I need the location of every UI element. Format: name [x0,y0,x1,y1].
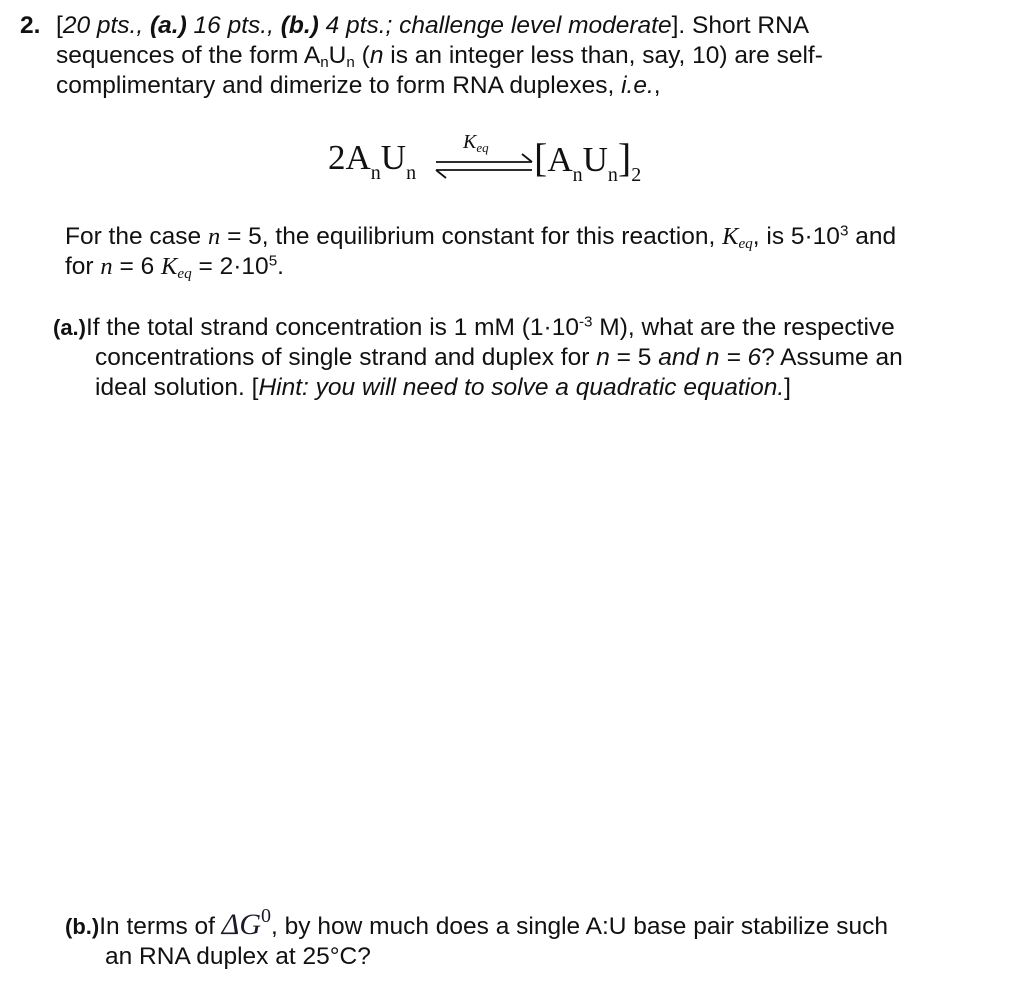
k-subscript: eq [476,140,489,155]
para-text-1c: , is 5·10 [752,223,840,250]
intro-comma: , [653,72,661,99]
lhs-coefficient: 2A [328,138,371,177]
rhs-open-bracket: [ [534,135,548,180]
part-a-text-3b: ] [784,374,791,401]
lhs-u: U [380,138,407,177]
part-a-text-2b: = 5 [616,344,652,371]
part-a-line-3 [53,373,973,403]
exponent-3: 3 [839,222,849,240]
part-a-text-3a: ideal solution. [ [95,374,259,401]
part-a-text-2a: concentrations of single strand and duplex for [95,344,590,371]
intro-text-2: sequences of the form A [56,42,321,69]
k-symbol: K [463,131,477,153]
part-a-question [53,313,973,403]
subscript-n: n [346,53,355,71]
points-open: [ [56,12,63,39]
exponent-5: 5 [268,252,278,270]
part-b-label: (b.) [65,914,100,939]
n-variable: n [596,344,610,371]
dimerization-equation [328,128,688,198]
equilibrium-constant-label [463,131,489,154]
k-symbol: K [161,253,178,280]
points-total: 20 pts., [62,12,144,39]
para-text-2b: = 6 [119,253,155,280]
para-text-1a: For the case [65,223,202,250]
part-b-line-2: an RNA duplex at 25°C? [105,943,371,970]
intro-paren: ( [361,42,370,69]
problem-statement [20,11,1010,101]
intro-ie: i.e. [621,72,654,99]
intro-text-1: Short RNA [692,12,810,39]
part-a-line-1 [53,313,973,343]
part-b-line-1 [65,905,985,942]
para-text-1d: and [855,223,897,250]
lhs-subscript-2: n [406,162,417,184]
part-b-text-1b: , by how much does a single A:U base pair stabilize such [271,913,888,940]
intro-text-3: complimentary and dimerize to form RNA duplexes, [56,72,615,99]
exponent-neg3: -3 [578,313,593,331]
delta-g-text: ΔG [221,908,262,941]
k-subscript: eq [738,234,753,252]
intro-text-2-rest: is an integer less than, say, 10) are self- [390,42,823,69]
problem-number: 2. [20,12,41,39]
part-b-points-label: (b.) [280,12,319,39]
rhs-subscript-3: 2 [631,164,642,186]
problem-line-3 [20,71,1010,101]
k-symbol: K [722,223,739,250]
problem-line-2 [20,41,1010,71]
rhs-subscript-1: n [572,164,583,186]
part-b-question [65,905,985,972]
part-a-label: (a.) [53,315,86,340]
part-a-text-1b: M), what are the respective [599,314,895,341]
challenge-level: challenge level moderate [399,12,672,39]
delta-g-superscript: 0 [261,905,272,927]
subscript-n: n [320,53,329,71]
equation-lhs [328,138,417,184]
part-a-and-n: and n [658,344,720,371]
para-text-1b: = 5, the equilibrium constant for this reaction, [227,223,716,250]
rhs-a: A [547,140,573,179]
n-variable: n [208,223,221,250]
para-text-2a: for [65,253,94,280]
rhs-subscript-2: n [607,164,618,186]
equation-rhs [534,135,642,186]
part-a-hint: Hint: you will need to solve a quadratic equation. [258,374,785,401]
intro-u: U [328,42,347,69]
k-subscript: eq [177,264,192,282]
points-close: ]. [671,12,686,39]
para-text-2c: = 2·10 [198,253,269,280]
part-a-text-1a: If the total strand concentration is 1 mM (1·10 [86,314,579,341]
para-text-2d: . [277,253,284,280]
part-b-text-1a: In terms of [99,913,215,940]
part-a-points: 16 pts., [193,12,274,39]
intro-n-variable: n [369,42,384,69]
part-b-points: 4 pts.; [325,12,393,39]
n-variable: n [100,253,113,280]
lhs-subscript-1: n [370,162,381,184]
equilibrium-paragraph [65,222,965,282]
part-a-points-label: (a.) [149,12,187,39]
rhs-u: U [582,140,608,179]
paragraph-line-1 [65,222,965,252]
paragraph-line-2 [65,252,965,282]
part-a-text-2d: ? Assume an [761,344,903,371]
part-a-text-2c: = 6 [726,344,762,371]
problem-line-1 [20,11,1010,41]
delta-g-symbol [221,905,272,941]
part-a-line-2 [53,343,973,373]
rhs-close-bracket: ] [617,135,632,180]
